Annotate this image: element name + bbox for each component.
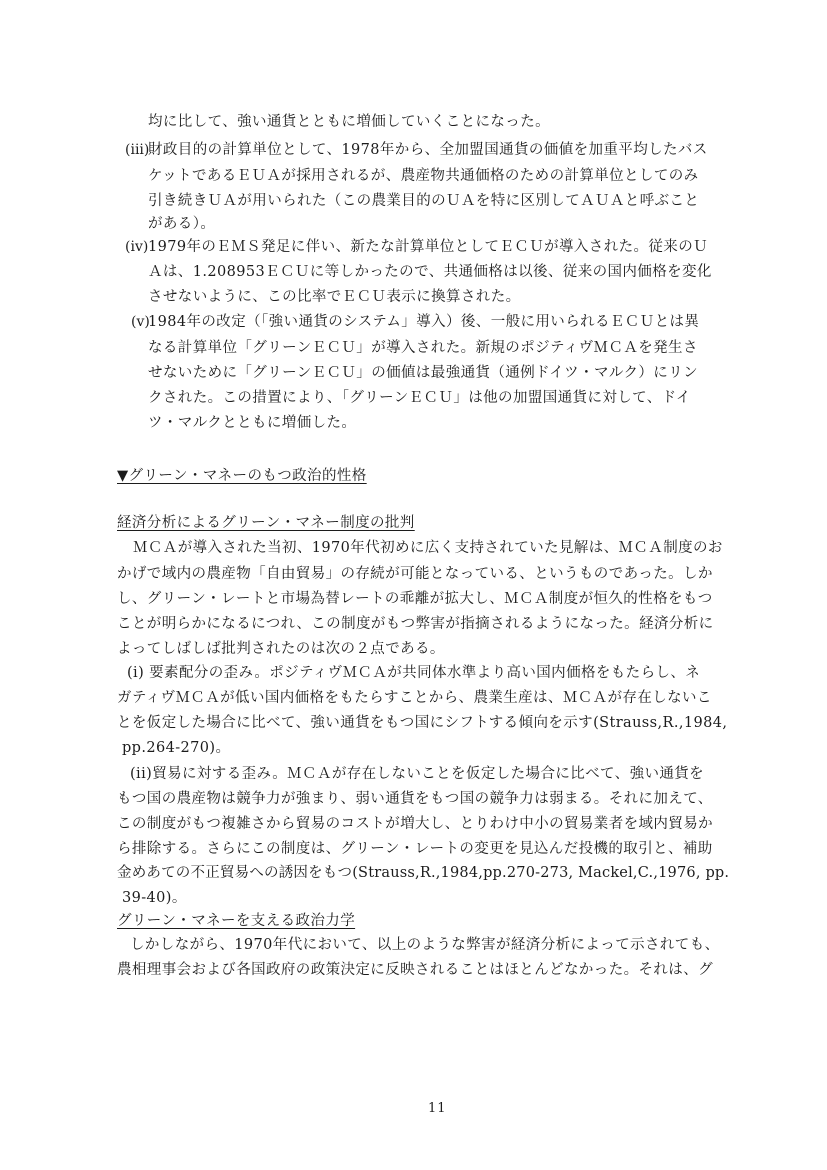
text-line: 財政目的の計算単位として、1978年から、全加盟国通貨の価値を加重平均したバス (148, 142, 708, 158)
paragraph-line: もつ国の農産物は競争力が強まり、弱い通貨をもつ国の競争力は弱まる。それに加えて、 (117, 791, 713, 807)
text-line: させないように、この比率でＥＣＵ表示に換算された。 (148, 289, 521, 305)
list-label: (v) (131, 314, 150, 330)
text-line: クされた。この措置により、「グリーンＥＣＵ」は他の加盟国通貨に対して、ドイ (148, 390, 691, 406)
list-label: (iv) (125, 239, 149, 255)
paragraph-line: (ii)貿易に対する歪み。ＭＣＡが存在しないことを仮定した場合に比べて、強い通貨を (130, 766, 705, 782)
text-line: なる計算単位「グリーンＥＣＵ」が導入された。新規のポジティヴＭＣＡを発生さ (148, 340, 698, 356)
paragraph-line: よってしばしば批判されたのは次の２点である。 (117, 641, 445, 657)
paragraph-line: ら排除する。さらにこの制度は、グリーン・レートの変更を見込んだ投機的取引と、補助 (117, 841, 713, 857)
text-line: 引き続きＵＡが用いられた（この農業目的のＵＡを特に区別してＡＵＡと呼ぶこと (148, 193, 700, 209)
text-line: Ａは、1.208953ＥＣＵに等しかったので、共通価格は以後、従来の国内価格を変化 (148, 264, 712, 280)
subsection-title: グリーン・マネーを支える政治力学 (117, 913, 356, 929)
paragraph-line: 金めあての不正貿易への誘因をもつ(Strauss,R.,1984,pp.270-273, Mackel,C.,1976, pp. (117, 865, 730, 881)
text-line: 1979年のＥＭＳ発足に伴い、新たな計算単位としてＥＣＵが導入された。従来のＵ (148, 239, 708, 255)
paragraph-line: し、グリーン・レートと市場為替レートの乖離が拡大し、ＭＣＡ制度が恒久的性格をもつ (117, 591, 713, 607)
paragraph-line: (i) 要素配分の歪み。ポジティヴＭＣＡが共同体水準より高い国内価格をもたらし、ネ (127, 665, 701, 681)
paragraph-line: ＭＣＡが導入された当初、1970年代初めに広く支持されていた見解は、ＭＣＡ制度のお (133, 540, 723, 556)
paragraph-line: この制度がもつ複雑さから貿易のコストが増大し、とりわけ中小の貿易業者を域内貿易か (117, 816, 713, 832)
subsection-title: 経済分析によるグリーン・マネー制度の批判 (117, 515, 415, 531)
section-heading: ▼グリーン・マネーのもつ政治的性格 (117, 468, 367, 484)
paragraph-line: 39-40)。 (122, 890, 187, 906)
paragraph-line: pp.264-270)。 (122, 740, 231, 756)
paragraph-line: 農相理事会および各国政府の政策決定に反映されることはほとんどなかった。それは、グ (117, 962, 713, 978)
paragraph-line: かげで域内の農産物「自由貿易」の存続が可能となっている、というものであった。しか (117, 566, 713, 582)
paragraph-line: ガティヴＭＣＡが低い国内価格をもたらすことから、農業生産は、ＭＣＡが存在しないこ (117, 690, 712, 706)
continuation-line: 均に比して、強い通貨とともに増価していくことになった。 (148, 114, 551, 130)
text-line: ツ・マルクとともに増価した。 (148, 415, 357, 431)
paragraph-line: とを仮定した場合に比べて、強い通貨をもつ国にシフトする傾向を示す(Strauss,R.,1984, (117, 715, 728, 731)
text-line: せないために「グリーンＥＣＵ」の価値は最強通貨（通例ドイツ・マルク）にリン (148, 365, 698, 381)
paragraph-line: ことが明らかになるにつれ、この制度がもつ弊害が指摘されるようになった。経済分析に (117, 616, 714, 632)
text-line: 1984年の改定（「強い通貨のシステム」導入）後、一般に用いられるＥＣＵとは異 (148, 314, 700, 330)
page-number: 11 (428, 1101, 447, 1116)
list-label: (iii) (125, 142, 150, 158)
text-line: がある）。 (148, 216, 216, 232)
text-line: ケットであるＥＵＡが採用されるが、農産物共通価格のための計算単位としてのみ (148, 168, 699, 184)
paragraph-line: しかしながら、1970年代において、以上のような弊害が経済分析によって示されても、 (130, 937, 720, 953)
